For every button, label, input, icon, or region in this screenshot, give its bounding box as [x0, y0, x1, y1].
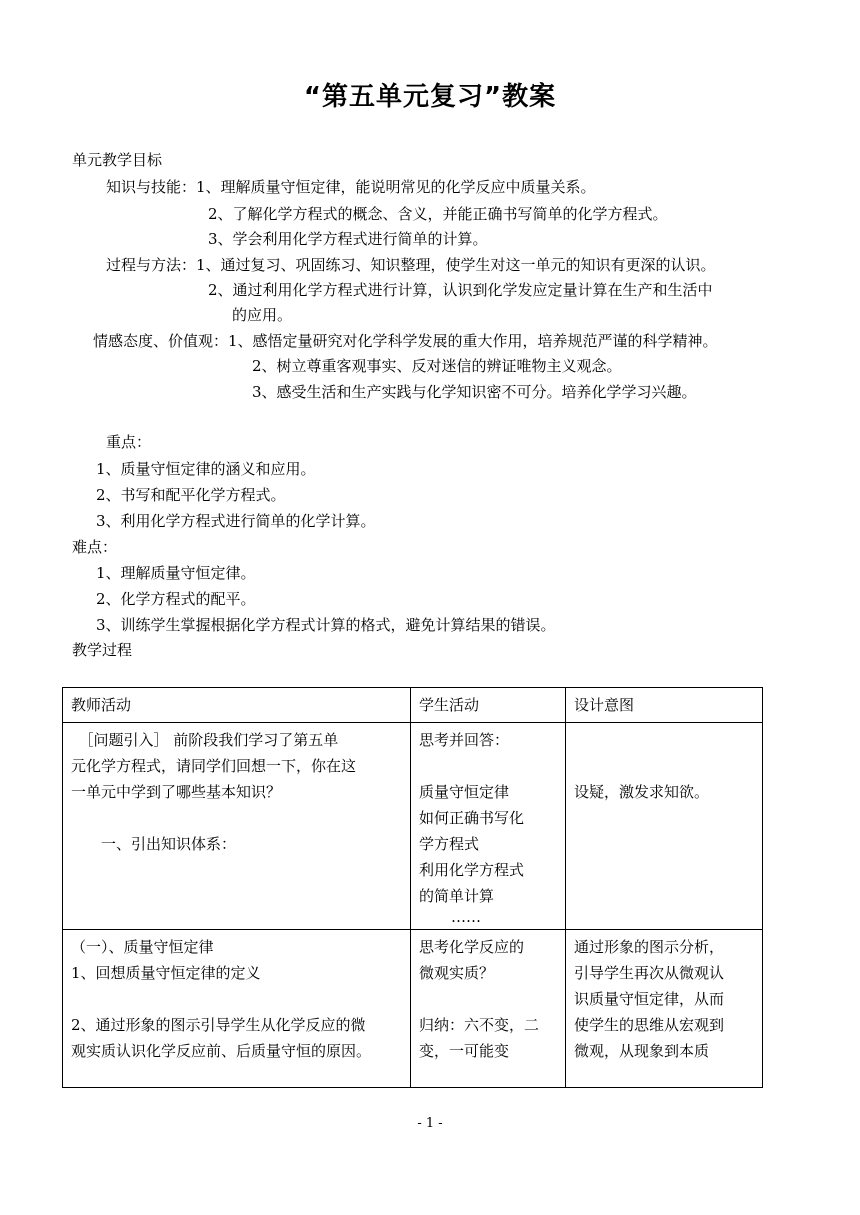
cell-line: 的简单计算 [419, 887, 495, 905]
cell-line: 通过形象的图示分析， [574, 938, 725, 956]
header-teacher: 教师活动 [63, 688, 411, 723]
cell-line: 引导学生再次从微观认 [574, 964, 725, 982]
difficulties-heading: 难点： [72, 538, 118, 556]
ellipsis-mark: …… [451, 908, 481, 926]
difficulty-2: 2、化学方程式的配平。 [96, 590, 256, 608]
cell-line: 设疑，激发求知欲。 [574, 783, 710, 801]
header-student: 学生活动 [411, 688, 566, 723]
cell-line: 思考并回答： [419, 731, 510, 749]
key-points-heading: 重点： [106, 433, 152, 451]
cell-line: （一）、质量守恒定律 [71, 938, 214, 956]
emotion-line-1: 情感态度、价值观：1、感悟定量研究对化学科学发展的重大作用，培养规范严谨的科学精神。 [93, 332, 718, 350]
cell-line: 微观，从现象到本质 [574, 1042, 710, 1060]
teacher-cell [63, 930, 411, 1088]
cell-line [574, 727, 754, 753]
cell-line: 识质量守恒定律，从而 [574, 990, 725, 1008]
cell-line: 变，一可能变 [419, 1042, 510, 1060]
cell-line: 利用化学方程式 [419, 861, 525, 879]
header-intent: 设计意图 [566, 688, 763, 723]
cell-line: 1、回想质量守恒定律的定义 [71, 964, 261, 982]
cell-line [574, 753, 754, 779]
cell-line [71, 986, 402, 1012]
intent-cell [566, 723, 763, 930]
student-cell [411, 723, 566, 930]
cell-line: 思考化学反应的 [419, 938, 525, 956]
difficulty-1: 1、理解质量守恒定律。 [96, 564, 256, 582]
cell-line: 微观实质？ [419, 964, 495, 982]
page-title: “第五单元复习”教案 [303, 82, 557, 112]
cell-line: 一单元中学到了哪些基本知识？ [71, 783, 282, 801]
student-cell [411, 930, 566, 1088]
cell-line: ［问题引入］ 前阶段我们学习了第五单 [71, 731, 339, 749]
emotion-line-3: 3、感受生活和生产实践与化学知识密不可分。培养化学学习兴趣。 [252, 383, 697, 401]
cell-line: 观实质认识化学反应前、后质量守恒的原因。 [71, 1042, 372, 1060]
table-row [63, 930, 763, 1088]
key-point-1: 1、质量守恒定律的涵义和应用。 [96, 460, 316, 478]
cell-line: 归纳：六不变，二 [419, 1016, 540, 1034]
process-line-2: 2、通过利用化学方程式进行计算，认识到化学发应定量计算在生产和生活中 [208, 281, 713, 299]
cell-line: 一、引出知识体系： [71, 835, 237, 853]
key-point-3: 3、利用化学方程式进行简单的化学计算。 [96, 512, 376, 530]
emotion-line-2: 2、树立尊重客观事实、反对迷信的辨证唯物主义观念。 [252, 357, 622, 375]
cell-line [71, 805, 402, 831]
knowledge-line-2: 2、了解化学方程式的概念、含义，并能正确书写简单的化学方程式。 [208, 205, 668, 223]
cell-line: 2、通过形象的图示引导学生从化学反应的微 [71, 1016, 366, 1034]
lesson-table [62, 687, 763, 1088]
teacher-cell [63, 723, 411, 930]
process-line-1: 过程与方法：1、通过复习、巩固练习、知识整理，使学生对这一单元的知识有更深的认识。 [106, 256, 716, 274]
objectives-heading: 单元教学目标 [72, 151, 163, 169]
difficulty-3: 3、训练学生掌握根据化学方程式计算的格式，避免计算结果的错误。 [96, 616, 556, 634]
cell-line: 质量守恒定律 [419, 783, 510, 801]
key-point-2: 2、书写和配平化学方程式。 [96, 486, 286, 504]
knowledge-line-1: 知识与技能：1、理解质量守恒定律，能说明常见的化学反应中质量关系。 [106, 178, 596, 196]
knowledge-line-3: 3、学会利用化学方程式进行简单的计算。 [208, 230, 488, 248]
cell-line: 使学生的思维从宏观到 [574, 1016, 725, 1034]
page-number: - 1 - [417, 1116, 443, 1131]
cell-line [419, 753, 557, 779]
process-line-3: 的应用。 [232, 306, 293, 324]
cell-line: 元化学方程式，请同学们回想一下，你在这 [71, 757, 357, 775]
table-row [63, 723, 763, 930]
intent-cell [566, 930, 763, 1088]
cell-line: 学方程式 [419, 835, 480, 853]
cell-line [419, 986, 557, 1012]
table-header-row [63, 688, 763, 723]
process-heading: 教学过程 [72, 641, 133, 659]
cell-line: 如何正确书写化 [419, 809, 525, 827]
